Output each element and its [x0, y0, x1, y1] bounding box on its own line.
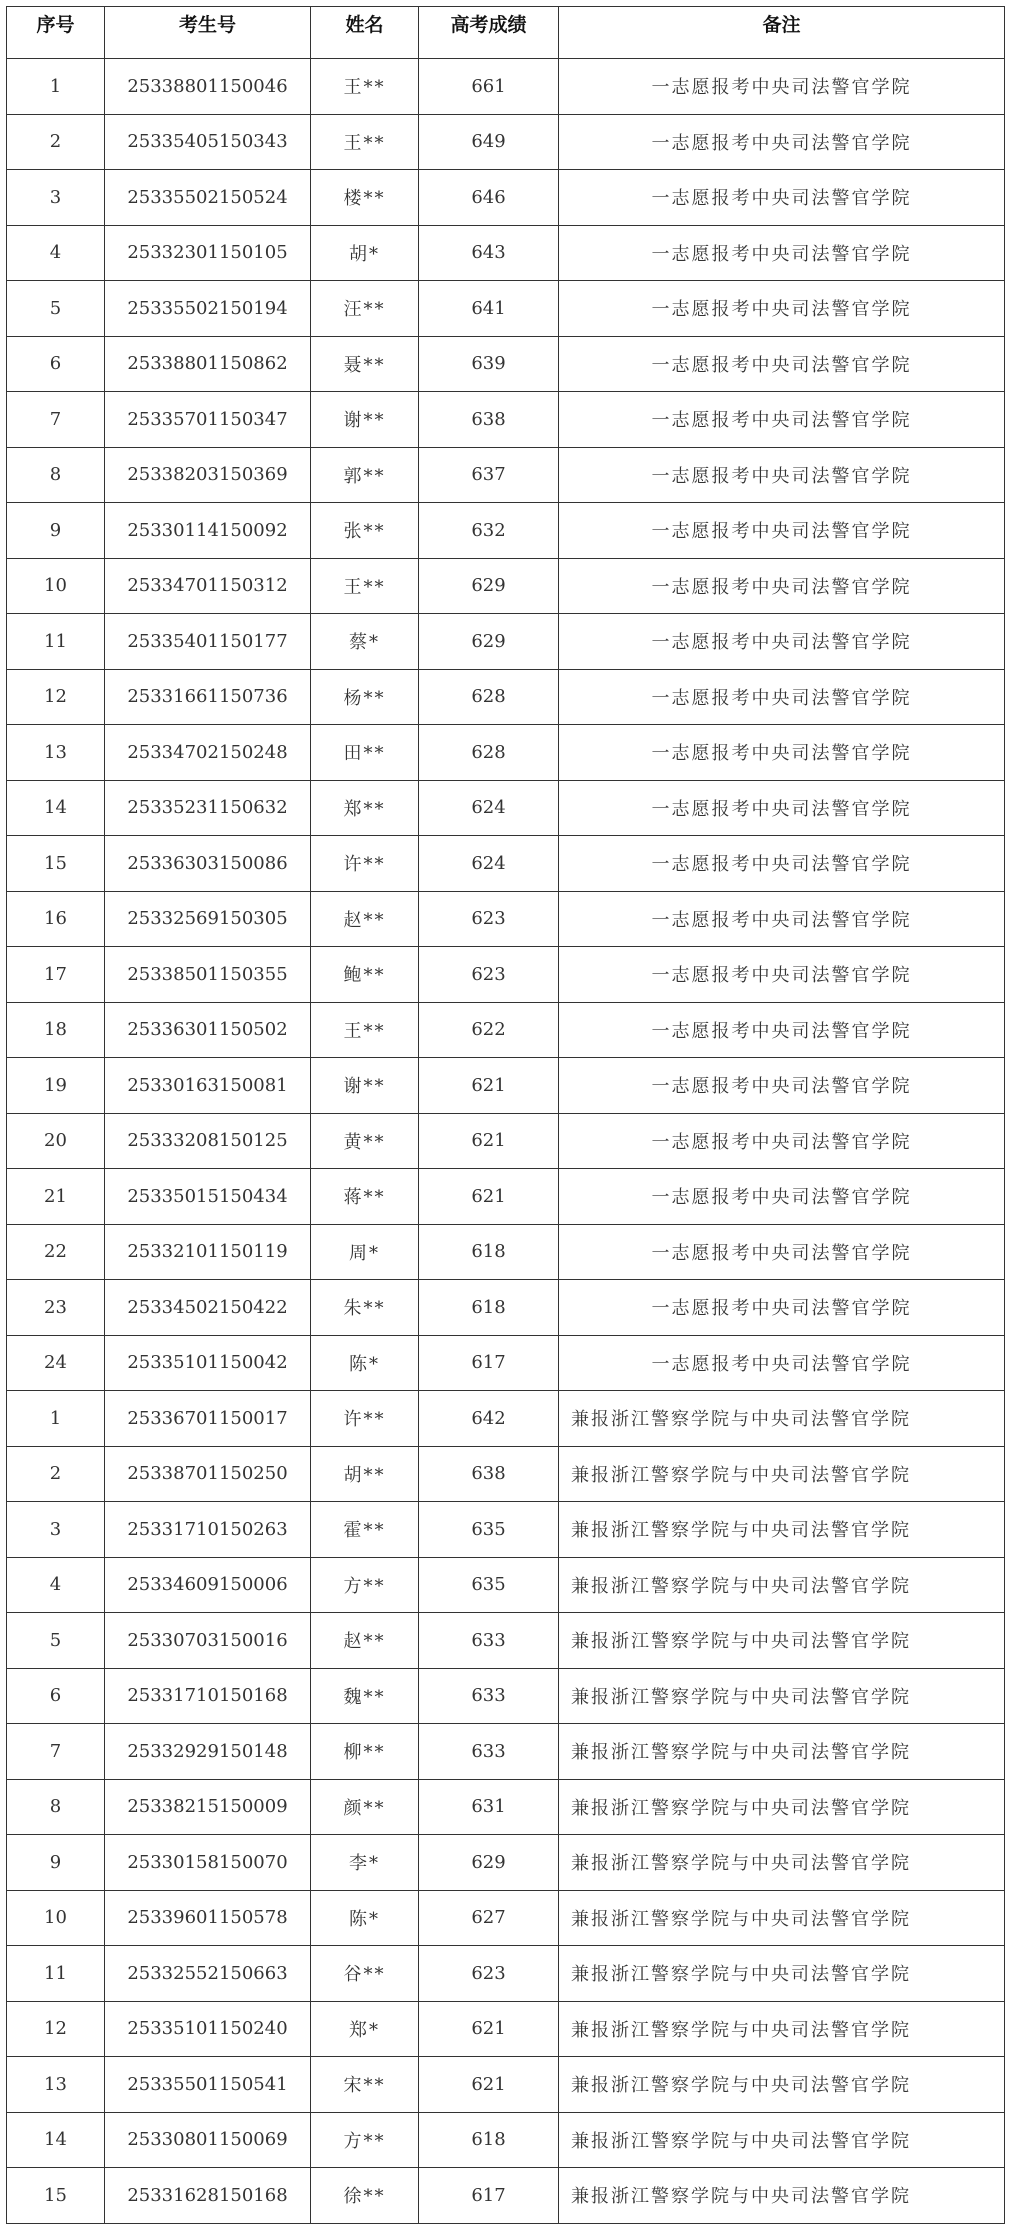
row-remark-cell: 兼报浙江警察学院与中央司法警官学院 [559, 1502, 1005, 1558]
row-exam-id-cell: 25332929150148 [105, 1724, 311, 1780]
row-seq-cell: 15 [7, 2168, 105, 2224]
row-seq-cell: 2 [7, 114, 105, 170]
table-row [7, 1446, 1005, 1502]
row-name-cell: 杨** [311, 669, 419, 725]
row-remark-cell: 一志愿报考中央司法警官学院 [559, 1113, 1005, 1169]
row-seq-cell: 9 [7, 503, 105, 559]
table-row [7, 1946, 1005, 2002]
table-row [7, 225, 1005, 281]
table-row [7, 1557, 1005, 1613]
row-remark-cell: 一志愿报考中央司法警官学院 [559, 1002, 1005, 1058]
row-score-cell: 621 [419, 1113, 559, 1169]
row-score-cell: 618 [419, 2112, 559, 2168]
row-score-cell: 624 [419, 780, 559, 836]
table-row [7, 1391, 1005, 1447]
row-score-cell: 629 [419, 558, 559, 614]
row-exam-id-cell: 25335231150632 [105, 780, 311, 836]
row-seq-cell: 7 [7, 392, 105, 448]
row-score-cell: 642 [419, 1391, 559, 1447]
row-remark-cell: 一志愿报考中央司法警官学院 [559, 891, 1005, 947]
row-exam-id-cell: 25336301150502 [105, 1002, 311, 1058]
table-row [7, 614, 1005, 670]
row-name-cell: 方** [311, 2112, 419, 2168]
row-exam-id-cell: 25335015150434 [105, 1169, 311, 1225]
row-seq-cell: 6 [7, 1668, 105, 1724]
header-exam-id: 考生号 [105, 7, 311, 59]
row-score-cell: 638 [419, 1446, 559, 1502]
row-exam-id-cell: 25330163150081 [105, 1058, 311, 1114]
row-seq-cell: 8 [7, 1779, 105, 1835]
table-row [7, 447, 1005, 503]
row-exam-id-cell: 25330703150016 [105, 1613, 311, 1669]
row-exam-id-cell: 25338801150862 [105, 336, 311, 392]
row-name-cell: 徐** [311, 2168, 419, 2224]
row-name-cell: 鲍** [311, 947, 419, 1003]
row-name-cell: 赵** [311, 891, 419, 947]
row-remark-cell: 一志愿报考中央司法警官学院 [559, 836, 1005, 892]
row-score-cell: 635 [419, 1557, 559, 1613]
row-remark-cell: 一志愿报考中央司法警官学院 [559, 503, 1005, 559]
row-remark-cell: 一志愿报考中央司法警官学院 [559, 1169, 1005, 1225]
row-seq-cell: 8 [7, 447, 105, 503]
row-remark-cell: 兼报浙江警察学院与中央司法警官学院 [559, 1724, 1005, 1780]
table-row [7, 780, 1005, 836]
admission-list-document [6, 6, 1004, 2224]
row-score-cell: 623 [419, 947, 559, 1003]
row-seq-cell: 14 [7, 780, 105, 836]
header-name: 姓名 [311, 7, 419, 59]
row-remark-cell: 一志愿报考中央司法警官学院 [559, 392, 1005, 448]
row-name-cell: 谢** [311, 392, 419, 448]
row-score-cell: 617 [419, 1335, 559, 1391]
row-exam-id-cell: 25338701150250 [105, 1446, 311, 1502]
row-seq-cell: 10 [7, 1890, 105, 1946]
row-remark-cell: 兼报浙江警察学院与中央司法警官学院 [559, 2112, 1005, 2168]
row-remark-cell: 兼报浙江警察学院与中央司法警官学院 [559, 1446, 1005, 1502]
table-row [7, 281, 1005, 337]
table-row [7, 1502, 1005, 1558]
row-exam-id-cell: 25335101150240 [105, 2001, 311, 2057]
row-exam-id-cell: 25338501150355 [105, 947, 311, 1003]
row-remark-cell: 兼报浙江警察学院与中央司法警官学院 [559, 1946, 1005, 2002]
row-exam-id-cell: 25331661150736 [105, 669, 311, 725]
table-row [7, 503, 1005, 559]
row-exam-id-cell: 25336701150017 [105, 1391, 311, 1447]
row-remark-cell: 一志愿报考中央司法警官学院 [559, 1058, 1005, 1114]
row-seq-cell: 22 [7, 1224, 105, 1280]
row-seq-cell: 3 [7, 170, 105, 226]
table-row [7, 947, 1005, 1003]
table-row [7, 392, 1005, 448]
row-score-cell: 622 [419, 1002, 559, 1058]
table-header-row [7, 7, 1005, 59]
row-remark-cell: 一志愿报考中央司法警官学院 [559, 1224, 1005, 1280]
row-exam-id-cell: 25331710150263 [105, 1502, 311, 1558]
row-score-cell: 632 [419, 503, 559, 559]
row-name-cell: 陈* [311, 1335, 419, 1391]
row-remark-cell: 一志愿报考中央司法警官学院 [559, 281, 1005, 337]
row-seq-cell: 14 [7, 2112, 105, 2168]
row-seq-cell: 7 [7, 1724, 105, 1780]
row-name-cell: 郑* [311, 2001, 419, 2057]
row-seq-cell: 24 [7, 1335, 105, 1391]
table-row [7, 59, 1005, 115]
row-remark-cell: 一志愿报考中央司法警官学院 [559, 669, 1005, 725]
row-score-cell: 637 [419, 447, 559, 503]
row-name-cell: 蔡* [311, 614, 419, 670]
table-row [7, 1113, 1005, 1169]
row-remark-cell: 兼报浙江警察学院与中央司法警官学院 [559, 1557, 1005, 1613]
row-score-cell: 649 [419, 114, 559, 170]
row-exam-id-cell: 25332552150663 [105, 1946, 311, 2002]
row-name-cell: 许** [311, 1391, 419, 1447]
row-seq-cell: 12 [7, 2001, 105, 2057]
row-exam-id-cell: 25334609150006 [105, 1557, 311, 1613]
row-exam-id-cell: 25339601150578 [105, 1890, 311, 1946]
row-seq-cell: 17 [7, 947, 105, 1003]
row-name-cell: 魏** [311, 1668, 419, 1724]
row-exam-id-cell: 25335501150541 [105, 2057, 311, 2113]
row-name-cell: 汪** [311, 281, 419, 337]
row-score-cell: 646 [419, 170, 559, 226]
row-name-cell: 田** [311, 725, 419, 781]
table-row [7, 1169, 1005, 1225]
row-seq-cell: 13 [7, 2057, 105, 2113]
row-name-cell: 王** [311, 558, 419, 614]
row-name-cell: 谢** [311, 1058, 419, 1114]
table-body [7, 59, 1005, 2224]
table-row [7, 336, 1005, 392]
row-name-cell: 柳** [311, 1724, 419, 1780]
row-name-cell: 郑** [311, 780, 419, 836]
row-name-cell: 许** [311, 836, 419, 892]
row-remark-cell: 兼报浙江警察学院与中央司法警官学院 [559, 2057, 1005, 2113]
row-score-cell: 618 [419, 1224, 559, 1280]
row-score-cell: 633 [419, 1613, 559, 1669]
table-row [7, 2057, 1005, 2113]
row-score-cell: 628 [419, 669, 559, 725]
row-exam-id-cell: 25331710150168 [105, 1668, 311, 1724]
row-remark-cell: 兼报浙江警察学院与中央司法警官学院 [559, 1668, 1005, 1724]
row-exam-id-cell: 25332101150119 [105, 1224, 311, 1280]
row-remark-cell: 兼报浙江警察学院与中央司法警官学院 [559, 1835, 1005, 1891]
row-exam-id-cell: 25334701150312 [105, 558, 311, 614]
table-row [7, 170, 1005, 226]
row-remark-cell: 兼报浙江警察学院与中央司法警官学院 [559, 1779, 1005, 1835]
row-exam-id-cell: 25338801150046 [105, 59, 311, 115]
row-name-cell: 聂** [311, 336, 419, 392]
row-name-cell: 朱** [311, 1280, 419, 1336]
table-row [7, 1002, 1005, 1058]
row-exam-id-cell: 25332569150305 [105, 891, 311, 947]
row-remark-cell: 一志愿报考中央司法警官学院 [559, 725, 1005, 781]
row-score-cell: 661 [419, 59, 559, 115]
row-remark-cell: 一志愿报考中央司法警官学院 [559, 558, 1005, 614]
row-seq-cell: 6 [7, 336, 105, 392]
row-remark-cell: 一志愿报考中央司法警官学院 [559, 114, 1005, 170]
table-row [7, 1280, 1005, 1336]
row-score-cell: 633 [419, 1668, 559, 1724]
row-score-cell: 624 [419, 836, 559, 892]
table-row [7, 558, 1005, 614]
table-row [7, 1058, 1005, 1114]
row-seq-cell: 19 [7, 1058, 105, 1114]
row-seq-cell: 11 [7, 614, 105, 670]
row-name-cell: 张** [311, 503, 419, 559]
row-name-cell: 胡** [311, 1446, 419, 1502]
header-remark: 备注 [559, 7, 1005, 59]
row-score-cell: 643 [419, 225, 559, 281]
row-name-cell: 方** [311, 1557, 419, 1613]
table-row [7, 669, 1005, 725]
row-exam-id-cell: 25335502150524 [105, 170, 311, 226]
row-seq-cell: 9 [7, 1835, 105, 1891]
row-remark-cell: 一志愿报考中央司法警官学院 [559, 336, 1005, 392]
row-name-cell: 周* [311, 1224, 419, 1280]
row-exam-id-cell: 25330114150092 [105, 503, 311, 559]
row-exam-id-cell: 25333208150125 [105, 1113, 311, 1169]
row-score-cell: 621 [419, 1169, 559, 1225]
row-name-cell: 楼** [311, 170, 419, 226]
row-score-cell: 621 [419, 2001, 559, 2057]
row-exam-id-cell: 25331628150168 [105, 2168, 311, 2224]
row-remark-cell: 一志愿报考中央司法警官学院 [559, 170, 1005, 226]
row-remark-cell: 兼报浙江警察学院与中央司法警官学院 [559, 1890, 1005, 1946]
row-seq-cell: 18 [7, 1002, 105, 1058]
row-seq-cell: 4 [7, 225, 105, 281]
row-exam-id-cell: 25335502150194 [105, 281, 311, 337]
table-row [7, 114, 1005, 170]
row-remark-cell: 一志愿报考中央司法警官学院 [559, 1280, 1005, 1336]
table-row [7, 1668, 1005, 1724]
row-remark-cell: 一志愿报考中央司法警官学院 [559, 447, 1005, 503]
table-row [7, 2168, 1005, 2224]
row-seq-cell: 12 [7, 669, 105, 725]
row-seq-cell: 3 [7, 1502, 105, 1558]
row-remark-cell: 兼报浙江警察学院与中央司法警官学院 [559, 2001, 1005, 2057]
row-name-cell: 霍** [311, 1502, 419, 1558]
row-exam-id-cell: 25332301150105 [105, 225, 311, 281]
table-row [7, 891, 1005, 947]
row-name-cell: 赵** [311, 1613, 419, 1669]
row-score-cell: 629 [419, 614, 559, 670]
row-score-cell: 623 [419, 1946, 559, 2002]
header-seq: 序号 [7, 7, 105, 59]
row-remark-cell: 兼报浙江警察学院与中央司法警官学院 [559, 2168, 1005, 2224]
row-score-cell: 618 [419, 1280, 559, 1336]
row-name-cell: 胡* [311, 225, 419, 281]
row-score-cell: 641 [419, 281, 559, 337]
table-row [7, 1224, 1005, 1280]
row-exam-id-cell: 25335701150347 [105, 392, 311, 448]
row-remark-cell: 一志愿报考中央司法警官学院 [559, 947, 1005, 1003]
row-remark-cell: 一志愿报考中央司法警官学院 [559, 614, 1005, 670]
row-remark-cell: 兼报浙江警察学院与中央司法警官学院 [559, 1391, 1005, 1447]
row-name-cell: 王** [311, 114, 419, 170]
table-row [7, 1613, 1005, 1669]
row-seq-cell: 4 [7, 1557, 105, 1613]
row-exam-id-cell: 25334502150422 [105, 1280, 311, 1336]
table-row [7, 1890, 1005, 1946]
row-name-cell: 郭** [311, 447, 419, 503]
row-score-cell: 633 [419, 1724, 559, 1780]
row-remark-cell: 一志愿报考中央司法警官学院 [559, 1335, 1005, 1391]
row-score-cell: 628 [419, 725, 559, 781]
row-score-cell: 635 [419, 1502, 559, 1558]
header-score: 高考成绩 [419, 7, 559, 59]
row-score-cell: 627 [419, 1890, 559, 1946]
row-name-cell: 颜** [311, 1779, 419, 1835]
table-row [7, 2001, 1005, 2057]
row-remark-cell: 一志愿报考中央司法警官学院 [559, 225, 1005, 281]
row-exam-id-cell: 25336303150086 [105, 836, 311, 892]
table-row [7, 1724, 1005, 1780]
row-score-cell: 621 [419, 2057, 559, 2113]
row-score-cell: 629 [419, 1835, 559, 1891]
row-name-cell: 王** [311, 59, 419, 115]
row-score-cell: 638 [419, 392, 559, 448]
row-exam-id-cell: 25335401150177 [105, 614, 311, 670]
table-row [7, 1835, 1005, 1891]
candidate-table [6, 6, 1005, 2224]
row-seq-cell: 5 [7, 281, 105, 337]
row-seq-cell: 23 [7, 1280, 105, 1336]
row-seq-cell: 11 [7, 1946, 105, 2002]
table-row [7, 725, 1005, 781]
row-exam-id-cell: 25338215150009 [105, 1779, 311, 1835]
row-seq-cell: 16 [7, 891, 105, 947]
row-score-cell: 621 [419, 1058, 559, 1114]
row-score-cell: 617 [419, 2168, 559, 2224]
table-row [7, 2112, 1005, 2168]
row-exam-id-cell: 25335101150042 [105, 1335, 311, 1391]
row-seq-cell: 13 [7, 725, 105, 781]
row-seq-cell: 10 [7, 558, 105, 614]
row-remark-cell: 一志愿报考中央司法警官学院 [559, 59, 1005, 115]
row-seq-cell: 21 [7, 1169, 105, 1225]
row-seq-cell: 2 [7, 1446, 105, 1502]
row-exam-id-cell: 25338203150369 [105, 447, 311, 503]
row-seq-cell: 1 [7, 1391, 105, 1447]
row-score-cell: 631 [419, 1779, 559, 1835]
row-score-cell: 623 [419, 891, 559, 947]
row-exam-id-cell: 25330801150069 [105, 2112, 311, 2168]
row-name-cell: 陈* [311, 1890, 419, 1946]
row-name-cell: 宋** [311, 2057, 419, 2113]
row-name-cell: 黄** [311, 1113, 419, 1169]
row-seq-cell: 5 [7, 1613, 105, 1669]
table-row [7, 1335, 1005, 1391]
table-row [7, 1779, 1005, 1835]
row-exam-id-cell: 25330158150070 [105, 1835, 311, 1891]
row-name-cell: 李* [311, 1835, 419, 1891]
row-exam-id-cell: 25335405150343 [105, 114, 311, 170]
row-seq-cell: 1 [7, 59, 105, 115]
row-remark-cell: 兼报浙江警察学院与中央司法警官学院 [559, 1613, 1005, 1669]
row-name-cell: 谷** [311, 1946, 419, 2002]
row-remark-cell: 一志愿报考中央司法警官学院 [559, 780, 1005, 836]
row-score-cell: 639 [419, 336, 559, 392]
row-seq-cell: 20 [7, 1113, 105, 1169]
row-name-cell: 王** [311, 1002, 419, 1058]
table-row [7, 836, 1005, 892]
row-exam-id-cell: 25334702150248 [105, 725, 311, 781]
row-name-cell: 蒋** [311, 1169, 419, 1225]
row-seq-cell: 15 [7, 836, 105, 892]
